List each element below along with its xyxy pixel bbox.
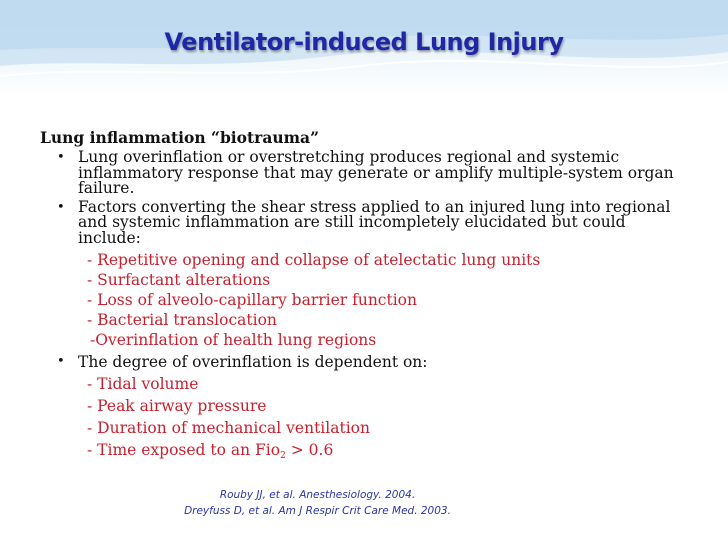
factor-item: - Bacterial translocation xyxy=(87,311,277,329)
reference-line: Dreyfuss D, et al. Am J Respir Crit Care Med. 2003. xyxy=(184,505,451,517)
bullet-item xyxy=(40,197,690,247)
bullet-text: Factors converting the shear stress applied to an injured lung into regional and systemic inflammation are still incompletely elucidated but could include: xyxy=(78,197,671,247)
determinant-item: - Peak airway pressure xyxy=(87,397,267,415)
slide-body xyxy=(40,128,690,467)
bullet-icon: • xyxy=(57,199,65,215)
factor-item: - Surfactant alterations xyxy=(87,271,271,289)
factor-item: - Loss of alveolo-capillary barrier function xyxy=(87,291,417,309)
fio2-prefix: - Time exposed to an Fio xyxy=(87,441,281,459)
bullet-icon: • xyxy=(57,150,65,165)
determinant-item: - Duration of mechanical ventilation xyxy=(87,419,370,437)
bullet-text: The degree of overinflation is dependent on: xyxy=(78,353,428,371)
section-heading: Lung inflammation “biotrauma” xyxy=(40,128,320,147)
factor-item: -Overinflation of health lung regions xyxy=(90,331,377,349)
determinant-item-fio2 xyxy=(40,439,690,467)
fio2-suffix: > 0.6 xyxy=(285,441,334,459)
factor-item: - Repetitive opening and collapse of atelectatic lung units xyxy=(87,251,541,269)
determinant-item: - Tidal volume xyxy=(87,375,199,393)
bullet-text: Lung overinflation or overstretching produces regional and systemic inflammatory response that may generate or amplify multiple-system organ failure. xyxy=(78,148,674,197)
fio2-subscript: 2 xyxy=(280,451,286,461)
reference-line: Rouby JJ, et al. Anesthesiology. 2004. xyxy=(219,489,416,501)
slide-title: Ventilator-induced Lung Injury xyxy=(164,28,564,56)
bullet-item xyxy=(40,150,690,197)
bullet-icon: • xyxy=(57,354,65,369)
bullet-item xyxy=(40,351,690,373)
references xyxy=(0,487,635,519)
